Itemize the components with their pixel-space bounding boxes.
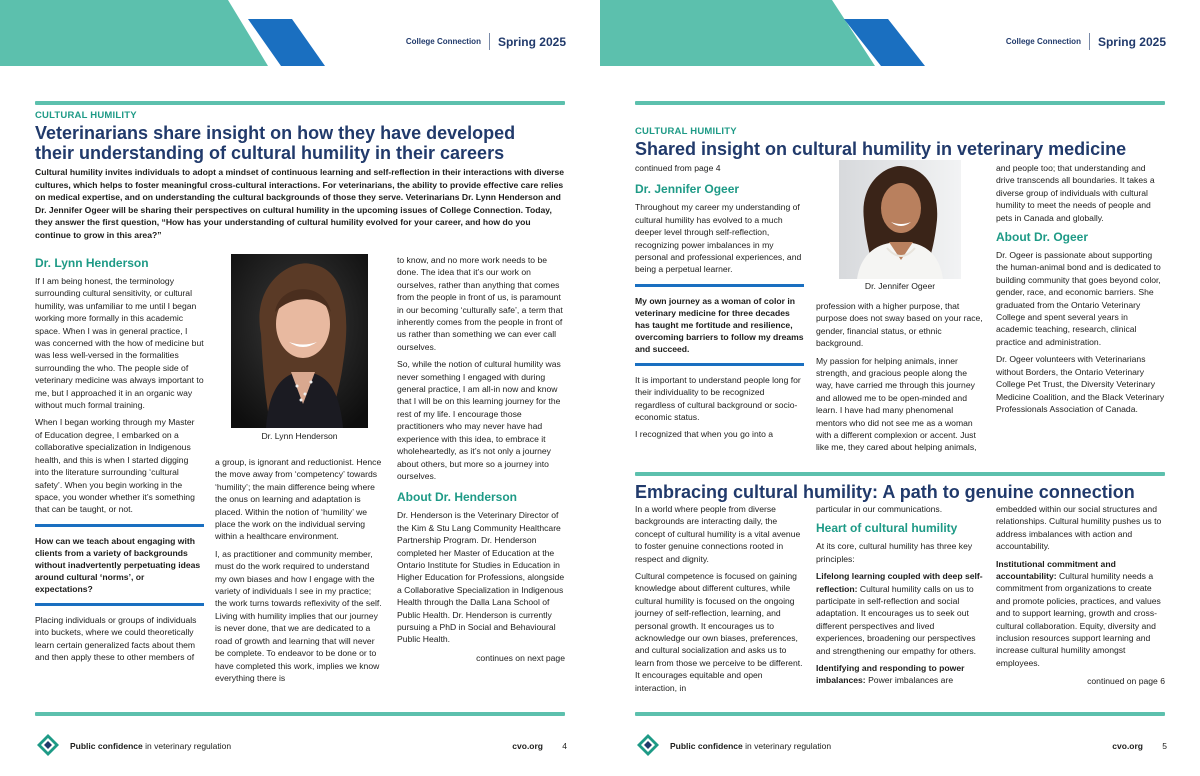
page-footer [0,733,600,759]
henderson-heading: Dr. Lynn Henderson [35,256,149,270]
ogeer-photo-caption: Dr. Jennifer Ogeer [864,281,936,291]
footer-tagline-bold: Public confidence [70,741,143,751]
top-rule [635,101,1165,105]
footer-url[interactable]: cvo.org [512,741,543,751]
article-intro: Cultural humility invites individuals to adopt a mindset of continuous learning and self-reflection in their interactions with diverse cultures, which helps to foster meaningful cross-cultural interactions. For veterinarians, the ability to provide effective care relies on medical expertise, and on understanding the cultural backgrounds of those they serve. Veterinarians Dr. Lynn Henderson and Dr. Jennifer Ogeer will be sharing their perspectives on cultural humility in the upcoming issues of College Connection. Today, they answer the first question, “How has your understanding of cultural humility evolved for your career, and how do you continue to grow in this area?” [35,167,565,240]
paragraph: Cultural competence is focused on gaining knowledge about different cultures, while cultural humility is focused on the ongoing journey of self-reflection, learning, and personal growth. It encourages us to acknowledge our own biases, preferences, and cultural socialization and asks us to learn from those we perceive to be different. It encourages equitable and open interaction, in [635,571,803,693]
footer-tagline-rest: in veterinary regulation [142,741,232,751]
page-header [1006,33,1166,50]
article-headline [35,123,575,163]
callout-bottom-bar [635,363,804,366]
paragraph: embedded within our social structures and relationships. Cultural humility pushes us to address imbalances with action and accountability. [996,504,1162,552]
page-footer [600,733,1200,759]
column-1 [635,162,804,446]
page-number: 5 [1162,741,1167,751]
principle-title: Identifying and responding to power imbalances: [816,663,965,686]
principle-text: Cultural humility needs a commitment from organizations to create and promote policies, practices, and values and to support learning, growth and cross-cultural collaboration. Equity, diversity and inclusion resources support learning and increase cultural humility amongst employees. [996,571,1161,668]
principle-title: Lifelong learning coupled with deep self-reflection: [816,571,983,594]
paragraph: It is important to understand people long for their individuality to be recognized regardless of cultural background or socio-economic status. [635,374,801,423]
paragraph: Placing individuals or groups of individuals into buckets, where we could theoretically learn certain generalized facts about them and then apply these to other members of [35,614,197,662]
continued-on-note: continued on page 6 [1087,676,1165,687]
article2-column-2 [816,503,984,692]
henderson-photo-caption: Dr. Lynn Henderson [261,431,338,441]
bottom-rule [635,712,1165,716]
cvo-logo-icon [36,733,60,757]
column-2 [215,456,383,689]
header-divider [1089,33,1090,50]
callout-bottom-bar [35,603,204,606]
mid-rule [635,472,1165,476]
henderson-photo [231,254,368,428]
page-5 [600,0,1200,776]
footer-tagline [670,741,831,751]
headline-line-2: their understanding of cultural humility in their careers [35,143,505,163]
pull-quote: How can we teach about engaging with clients from a variety of backgrounds without inadvertently perpetuating ideas around cultural ‘norms’, or expectations? [35,535,201,594]
article2-headline: Embracing cultural humility: A path to genuine connection [635,482,1135,502]
column-1 [35,256,204,668]
footer-tagline [70,741,231,751]
header-divider [489,33,490,50]
footer-tagline-bold: Public confidence [670,741,743,751]
paragraph: Throughout my career my understanding of cultural humility has evolved to a much deeper level through self-reflection, recognizing power imbalances in my personal and professional experiences, and being a perpetual learner. [635,202,802,275]
header-season: Spring 2025 [497,34,566,49]
header-college-connection: College Connection [405,37,481,46]
ogeer-heading: Dr. Jennifer Ogeer [635,182,740,197]
article2-column-3 [996,503,1165,688]
bottom-rule [35,712,565,716]
section-kicker: CULTURAL HUMILITY [35,110,137,121]
paragraph: and people too; that understanding and drive transcends all boundaries. It takes a diverse group of individuals with cultural humility to meet the needs of people and pets in Canada and globally. [996,163,1155,223]
page-number: 4 [562,741,567,751]
headline-line-1: Veterinarians share insight on how they have developed [35,123,516,143]
cvo-logo-icon [636,733,660,757]
continued-from-note: continued from page 4 [635,163,721,173]
paragraph: In a world where people from diverse backgrounds are interacting daily, the concept of cultural humility is a vital avenue to foster genuine connections rooted in respect and dignity. [635,504,801,564]
about-ogeer-heading: About Dr. Ogeer [996,230,1089,245]
paragraph: I recognized that when you go into a [635,429,774,440]
ogeer-photo [839,160,961,279]
continues-note: continues on next page [476,652,565,663]
paragraph: a group, is ignorant and reductionist. Hence the move away from ‘competency’ towards ‘humility’; the main difference being where the onus on learning and adaptation is placed. Within the notion of ‘humility’ we place the work on the individual serving within a healthcare environment. [215,457,382,542]
paragraph: Dr. Henderson is the Veterinary Director of the Kim & Stu Lang Community Healthcare Partnership Program. Dr. Henderson completed her Master of Education at the Ontario Institute for Studies in Education in Higher Education for Professions, alongside a Collaborative Specialization in Indigenous Health through the Dalla Lana School of Public Health. Dr. Henderson is currently pursuing a PhD in Social and Behavioural Public Health. [397,510,565,645]
principle-lifelong-learning [816,570,984,657]
principle-text: Power imbalances are [865,675,954,686]
paragraph: particular in our communications. [816,504,943,514]
column-2 [816,300,984,459]
paragraph: My passion for helping animals, inner strength, and gracious people along the way, have carried me through this journey and allowed me to be open-minded and learn. I have had many phenomenal mentors who did not see me as a woman with a different complexion or accent. Just like me, they cared about helping animals, [816,355,977,453]
principle-title: Institutional commitment and accountability: [996,558,1116,582]
article-headline: Shared insight on cultural humility in veterinary medicine [635,139,1127,159]
principle-text: Cultural humility calls on us to participate in self-reflection and social adaptation. It encourages us to seek out different perspectives and lived experiences, broadening our perspectives and strengthening our empathy for others. [816,583,977,656]
paragraph: profession with a higher purpose, that purpose does not sway based on your race, gender, financial status, or ethnic background. [816,301,983,349]
paragraph: to know, and no more work needs to be done. The idea that it’s our work on ourselves, rather than anything that comes from the people in front of us, is paramount in our becoming ‘culturally safe’, a term that inherently comes from the people in front of us rather than something we can ever call ourselves. [397,255,563,352]
paragraph: Dr. Ogeer is passionate about supporting the human-animal bond and is dedicated to building community that goes beyond color, gender, race, and economic barriers. She graduated from the Ontario Veterinary College and spent several years in academic teaching, research, clinical practice and administration. [996,250,1161,347]
top-rule [35,101,565,105]
page-header [406,33,566,50]
paragraph: So, while the notion of cultural humility was never something I engaged with during general practice, I am all-in now and know that I will be on this learning journey for the rest of my life. I encourage those practitioners who may never have had experience with this idea, to embrace it wholeheartedly, as it’s not only a journey about others, but more so a journey into ourselves. [397,359,561,481]
header-college-connection: College Connection [1005,37,1081,46]
section-kicker: CULTURAL HUMILITY [635,126,737,137]
footer-tagline-rest: in veterinary regulation [742,741,832,751]
paragraph: At its core, cultural humility has three key principles: [816,541,973,564]
pull-quote: My own journey as a woman of color in veterinary medicine for three decades has taught me fortitude and resilience, overcoming barriers to follow my dreams and succeed. [635,295,804,354]
column-3 [996,162,1165,420]
footer-url[interactable]: cvo.org [1112,741,1143,751]
paragraph: I, as practitioner and community member, must do the work required to understand my own biases and how I engage with the variety of individuals I see in my practice; the work turns towards reflexivity of the self. Living with humility implies that our journey is never done, that we are dedicated to a road of growth and learning that will never be complete. To endeavor to be done or to have completed this work, implies we know everything there is [215,548,382,683]
article2-column-1 [635,503,804,699]
column-3 [397,254,565,664]
principle-power-imbalances [816,662,984,687]
header-season: Spring 2025 [1097,34,1166,49]
paragraph: When I began working through my Master of Education degree, I embarked on a collaborative specialization in Indigenous health, and this is when I started digging into the literature surrounding ‘cultural safety’. When you begin working in the space, you wonder whether it’s something that can be taught, or not. [35,417,195,515]
about-henderson-heading: About Dr. Henderson [397,490,518,505]
paragraph: Dr. Ogeer volunteers with Veterinarians without Borders, the Ontario Veterinary College Pet Trust, the Diversity Veterinary Medicine Coalition, and the Black Veterinary Professionals Association of Canada. [996,354,1165,414]
principle-institutional-commitment [996,558,1165,670]
heart-of-cultural-humility-heading: Heart of cultural humility [816,521,958,536]
paragraph: If I am being honest, the terminology surrounding cultural sensitivity, or cultural humility, was unfamiliar to me until I began working more formally in this academic space. When I was in general practice, I was concerned with the how of medicine but was less well-versed in the formalities surrounding the who. The people side of veterinary medicine was always important to me, but I approached it in an organic way without much formal training. [35,276,204,411]
